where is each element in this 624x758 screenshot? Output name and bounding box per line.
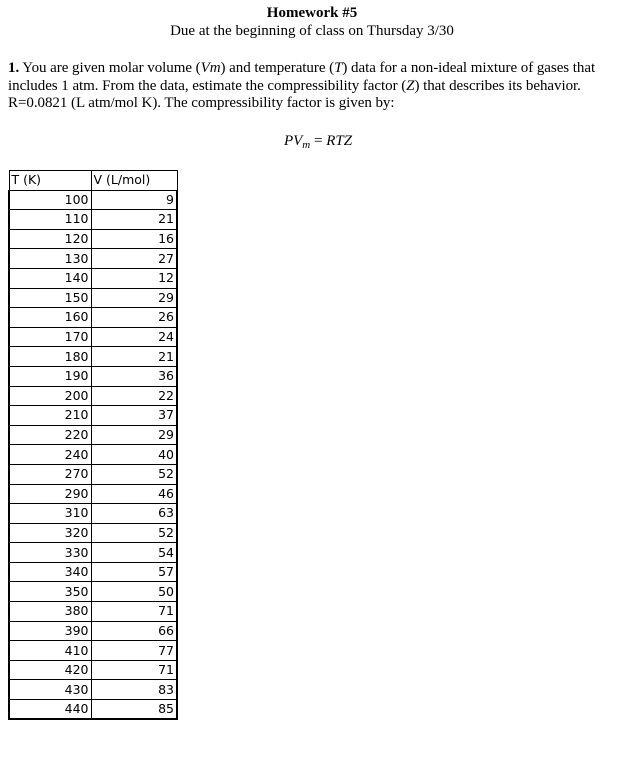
table-row <box>9 425 177 445</box>
table-row <box>9 641 177 661</box>
volume-cell: 54 <box>91 543 177 563</box>
table-row <box>9 366 177 386</box>
volume-cell: 52 <box>91 464 177 484</box>
temperature-cell: 290 <box>9 484 91 504</box>
equation-lhs-subscript: m <box>302 139 311 151</box>
volume-cell: 71 <box>91 602 177 622</box>
temperature-cell: 320 <box>9 523 91 543</box>
due-date-subtitle: Due at the beginning of class on Thursday 3/30 <box>170 23 454 39</box>
volume-cell: 16 <box>91 229 177 249</box>
data-table <box>8 170 178 720</box>
table-row <box>9 523 177 543</box>
temperature-cell: 240 <box>9 445 91 465</box>
temperature-cell: 410 <box>9 641 91 661</box>
table-body <box>9 190 177 719</box>
table-row <box>9 288 177 308</box>
volume-cell: 71 <box>91 660 177 680</box>
equation-rhs: RTZ <box>326 133 353 149</box>
problem-text-1: You are given molar volume ( <box>19 60 201 76</box>
temperature-cell: 430 <box>9 680 91 700</box>
temperature-cell: 270 <box>9 464 91 484</box>
temperature-cell: 110 <box>9 210 91 230</box>
table-row <box>9 504 177 524</box>
volume-cell: 63 <box>91 504 177 524</box>
z-symbol: Z <box>406 77 415 94</box>
table-row <box>9 680 177 700</box>
volume-cell: 26 <box>91 308 177 328</box>
temperature-cell: 190 <box>9 366 91 386</box>
volume-cell: 46 <box>91 484 177 504</box>
problem-statement <box>8 60 620 113</box>
temperature-cell: 350 <box>9 582 91 602</box>
table-row <box>9 249 177 269</box>
temperature-cell: 220 <box>9 425 91 445</box>
equation-lhs: PV <box>283 133 303 149</box>
volume-cell: 27 <box>91 249 177 269</box>
table-row <box>9 700 177 720</box>
table-row <box>9 660 177 680</box>
volume-cell: 77 <box>91 641 177 661</box>
temperature-cell: 160 <box>9 308 91 328</box>
volume-cell: 21 <box>91 347 177 367</box>
table-row <box>9 484 177 504</box>
table-row <box>9 210 177 230</box>
header-volume: V (L/mol) <box>91 171 177 191</box>
table-row <box>9 582 177 602</box>
table-row <box>9 308 177 328</box>
table-header-row <box>9 171 177 191</box>
problem-text-4: ) that describes its behavior. R=0.0821 (L atm/mol K). The compressibility factor is given by: <box>8 77 581 111</box>
table-row <box>9 190 177 210</box>
table-row <box>9 327 177 347</box>
volume-cell: 83 <box>91 680 177 700</box>
temperature-cell: 310 <box>9 504 91 524</box>
volume-cell: 57 <box>91 562 177 582</box>
volume-cell: 52 <box>91 523 177 543</box>
temperature-cell: 390 <box>9 621 91 641</box>
vm-symbol: Vm <box>200 60 221 76</box>
table-row <box>9 268 177 288</box>
equation-equals: = <box>310 133 327 149</box>
table-row <box>9 347 177 367</box>
temperature-cell: 330 <box>9 543 91 563</box>
table-row <box>9 386 177 406</box>
temperature-cell: 100 <box>9 190 91 210</box>
table-row <box>9 464 177 484</box>
t-symbol: T <box>334 60 343 76</box>
temperature-cell: 440 <box>9 700 91 720</box>
temperature-cell: 170 <box>9 327 91 347</box>
volume-cell: 12 <box>91 268 177 288</box>
volume-cell: 29 <box>91 425 177 445</box>
compressibility-equation <box>0 132 624 150</box>
volume-cell: 50 <box>91 582 177 602</box>
table-row <box>9 445 177 465</box>
temperature-cell: 150 <box>9 288 91 308</box>
temperature-cell: 120 <box>9 229 91 249</box>
temperature-cell: 130 <box>9 249 91 269</box>
volume-cell: 37 <box>91 406 177 426</box>
problem-text-2: ) and temperature ( <box>220 60 335 76</box>
header-temperature: T (K) <box>9 171 91 191</box>
table-row <box>9 602 177 622</box>
volume-cell: 9 <box>91 190 177 210</box>
temperature-cell: 210 <box>9 406 91 426</box>
table-row <box>9 562 177 582</box>
volume-cell: 36 <box>91 366 177 386</box>
volume-cell: 24 <box>91 327 177 347</box>
table-row <box>9 543 177 563</box>
volume-cell: 66 <box>91 621 177 641</box>
table-row <box>9 406 177 426</box>
volume-cell: 85 <box>91 700 177 720</box>
temperature-cell: 340 <box>9 562 91 582</box>
volume-cell: 22 <box>91 386 177 406</box>
problem-number: 1. <box>8 60 20 76</box>
table-row <box>9 229 177 249</box>
table-row <box>9 621 177 641</box>
temperature-cell: 180 <box>9 347 91 367</box>
volume-cell: 40 <box>91 445 177 465</box>
problem-text-3: ) data for a non-ideal mixture of gases that includes 1 atm. From the data, estimate the compressibility factor ( <box>8 60 596 94</box>
homework-title: Homework #5 <box>266 5 358 21</box>
temperature-cell: 380 <box>9 602 91 622</box>
temperature-cell: 140 <box>9 268 91 288</box>
volume-cell: 29 <box>91 288 177 308</box>
temperature-cell: 420 <box>9 660 91 680</box>
temperature-cell: 200 <box>9 386 91 406</box>
volume-cell: 21 <box>91 210 177 230</box>
